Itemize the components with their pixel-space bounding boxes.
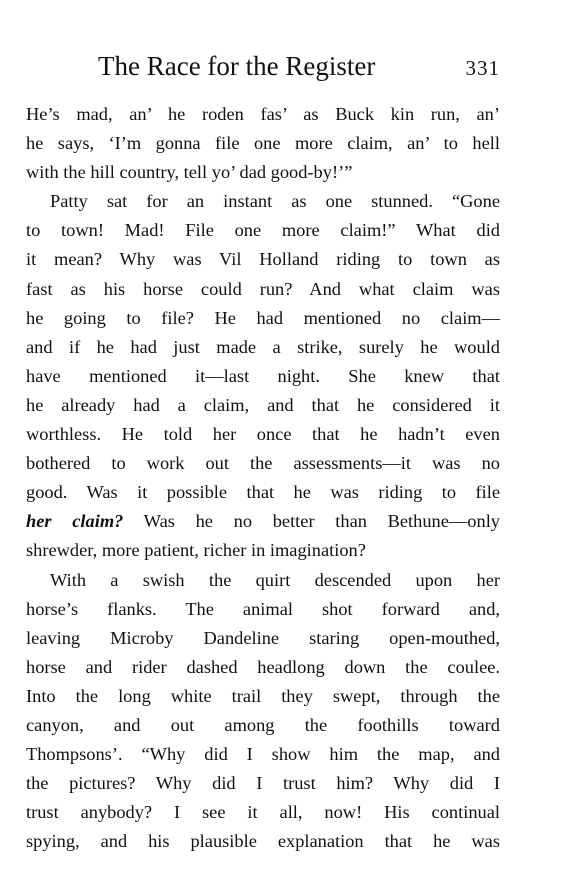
paragraph-1 bbox=[26, 100, 500, 187]
text-line: and if he had just made a strike, surely he would bbox=[26, 336, 500, 357]
text-line: he going to file? He had mentioned no claim— bbox=[26, 307, 500, 328]
text-line: Patty sat for an instant as one stunned. “Gone bbox=[50, 191, 500, 212]
text-line: worthless. He told her once that he hadn’t even bbox=[26, 424, 500, 445]
text-line: bothered to work out the assessments—it was no bbox=[26, 453, 500, 474]
text-line: to town! Mad! File one more claim!” What did bbox=[26, 220, 500, 241]
paragraph-2 bbox=[26, 187, 500, 565]
text-line: have mentioned it—last night. She knew that bbox=[26, 365, 500, 386]
text-line: horse’s flanks. The animal shot forward and, bbox=[26, 598, 500, 619]
text-line: horse and rider dashed headlong down the coulee. bbox=[26, 656, 500, 677]
text-line: good. Was it possible that he was riding to file bbox=[26, 482, 500, 503]
text-line: spying, and his plausible explanation that he was bbox=[26, 831, 500, 852]
text-line: canyon, and out among the foothills toward bbox=[26, 714, 500, 735]
text-line: it mean? Why was Vil Holland riding to town as bbox=[26, 249, 500, 270]
text-line: he says, ‘I’m gonna file one more claim, an’ to hell bbox=[26, 133, 500, 154]
page-number: 331 bbox=[465, 56, 500, 80]
body-text bbox=[26, 100, 500, 856]
text-line: He’s mad, an’ he roden fas’ as Buck kin run, an’ bbox=[26, 104, 500, 124]
text-line: Thompsons’. “Why did I show him the map, and bbox=[26, 744, 500, 765]
chapter-title: The Race for the Register bbox=[98, 51, 376, 81]
running-head bbox=[26, 48, 500, 84]
book-page bbox=[26, 0, 500, 890]
text-line: the pictures? Why did I trust him? Why did I bbox=[26, 773, 500, 794]
text-line: leaving Microby Dandeline staring open-mouthed, bbox=[26, 627, 500, 648]
text-line: fast as his horse could run? And what claim was bbox=[26, 278, 500, 299]
text-line: trust anybody? I see it all, now! His continual bbox=[26, 802, 500, 823]
text-line: he already had a claim, and that he considered it bbox=[26, 394, 500, 415]
text-line: with the hill country, tell yo’ dad good-by!’” bbox=[26, 162, 353, 183]
text-line bbox=[26, 507, 500, 536]
paragraph-3 bbox=[26, 566, 500, 857]
text-line-rest: Was he no better than Bethune—only bbox=[123, 511, 500, 532]
text-line: With a swish the quirt descended upon her bbox=[50, 569, 500, 590]
text-line: Into the long white trail they swept, through the bbox=[26, 685, 500, 706]
text-line: shrewder, more patient, richer in imagination? bbox=[26, 540, 366, 561]
italic-emphasis: her claim? bbox=[26, 511, 124, 532]
